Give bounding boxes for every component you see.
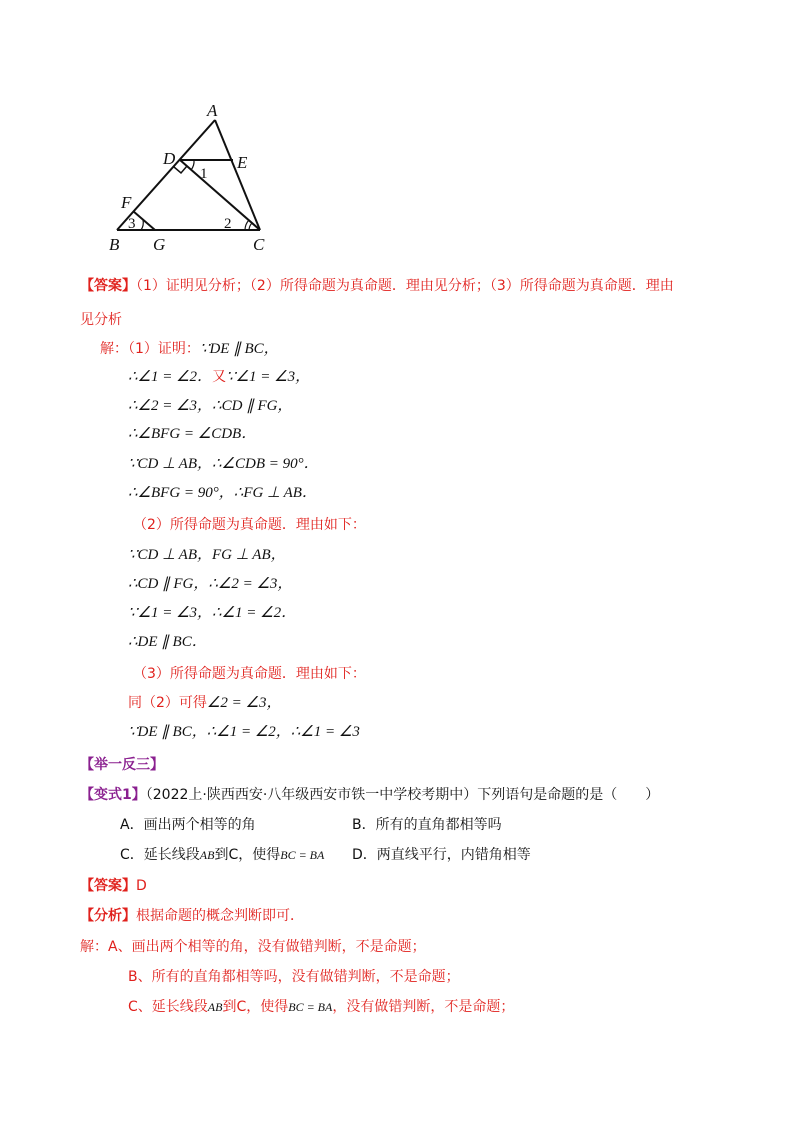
- option-c-pre: C．延长线段: [120, 847, 200, 863]
- solution2-c-mid: 到C，使得: [222, 999, 289, 1015]
- solution-p1-line3: ∴∠2 = ∠3，∴CD ∥ FG，: [128, 398, 293, 414]
- analysis-line: [80, 906, 304, 926]
- angle-arc-2: [249, 223, 252, 230]
- option-c-eq: BC = BA: [280, 848, 325, 862]
- option-b: B．所有的直角都相等吗: [352, 817, 502, 833]
- solution-p3-line2: ∵DE ∥ BC，∴∠1 = ∠2，∴∠1 = ∠3: [128, 724, 360, 740]
- angle-arc-3: [141, 220, 143, 230]
- solution2-c-eq: BC = BA: [288, 1000, 333, 1014]
- solution-p1-line1: [100, 339, 279, 359]
- answer-line-1: [80, 276, 674, 296]
- solution-p1-stmt1: ∵DE ∥ BC，: [199, 341, 279, 357]
- angle-arc-2b: [245, 220, 249, 230]
- option-c-mid: 到C，使得: [214, 847, 281, 863]
- solution-p1-line5: ∵CD ⊥ AB，∴∠CDB = 90°．: [128, 456, 319, 472]
- option-c-ab: AB: [199, 848, 215, 862]
- answer-text-1: （1）证明见分析；（2）所得命题为真命题．理由见分析；（3）所得命题为真命题．理由: [136, 278, 674, 294]
- solution-p2-line3: ∵∠1 = ∠3，∴∠1 = ∠2．: [128, 605, 297, 621]
- segment-ac: [215, 120, 260, 230]
- variant-question: [80, 785, 659, 805]
- angle-label-1: 1: [200, 166, 208, 182]
- solution-p2-line2: ∴CD ∥ FG，∴∠2 = ∠3，: [128, 576, 293, 592]
- label-C: C: [253, 235, 265, 254]
- label-G: G: [153, 235, 166, 254]
- solution2-c-post: ，没有做错判断，不是命题；: [332, 999, 515, 1015]
- solution-p2-line4: ∴DE ∥ BC．: [128, 634, 207, 650]
- variant-question-text: （2022上·陕西西安·八年级西安市铁一中学校考期中）下列语句是命题的是（ ）: [145, 787, 660, 803]
- angle-label-2: 2: [224, 216, 232, 232]
- angle-label-3: 3: [128, 216, 136, 232]
- solution2-c: [128, 997, 514, 1017]
- solution-p1-line6: ∴∠BFG = 90°，∴FG ⊥ AB．: [128, 485, 317, 501]
- option-c: [120, 845, 324, 865]
- segment-fg: [133, 211, 155, 230]
- label-F: F: [121, 193, 132, 212]
- answer2-tag: 【答案】: [80, 878, 136, 894]
- solution2-c-ab: AB: [207, 1000, 223, 1014]
- solution-p1-stmt2c: ∵∠1 = ∠3，: [226, 369, 311, 385]
- solution2-b: B、所有的直角都相等吗，没有做错判断，不是命题；: [128, 969, 460, 985]
- label-A: A: [207, 101, 218, 120]
- solution-p1-you: 又: [212, 369, 227, 385]
- solution2-c-pre: C、延长线段: [128, 999, 208, 1015]
- label-E: E: [237, 153, 248, 172]
- answer2-value: D: [136, 878, 147, 894]
- option-a: A．画出两个相等的角: [120, 817, 256, 833]
- analysis-tag: 【分析】: [80, 908, 136, 924]
- solution-p2-line1: ∵CD ⊥ AB，FG ⊥ AB，: [128, 547, 286, 563]
- answer-line-2: 见分析: [80, 312, 122, 328]
- solution-p1-line4: ∴∠BFG = ∠CDB．: [128, 426, 257, 442]
- geometry-figure: [100, 98, 280, 258]
- segment-dc: [180, 160, 260, 230]
- solution-p1-line2: [128, 367, 310, 387]
- practice-heading: 【举一反三】: [80, 757, 164, 773]
- answer2-line: [80, 876, 147, 896]
- option-d: D．两直线平行，内错角相等: [352, 847, 531, 863]
- variant-tag: 【变式1】: [80, 787, 146, 803]
- answer-tag: 【答案】: [80, 278, 136, 294]
- solution-p3-same: 同（2）可得: [128, 695, 207, 711]
- label-B: B: [109, 235, 120, 254]
- analysis-text: 根据命题的概念判断即可．: [136, 908, 304, 924]
- angle-arc-1: [191, 160, 194, 170]
- solution-p2-head: （2）所得命题为真命题．理由如下：: [133, 517, 366, 533]
- label-D: D: [163, 149, 176, 168]
- solution-p3-head: （3）所得命题为真命题．理由如下：: [133, 666, 366, 682]
- solution-intro: 解：（1）证明：: [100, 341, 200, 357]
- right-angle-mark-d: [174, 166, 187, 173]
- solution-p3-stmt1: ∠2 = ∠3，: [206, 695, 282, 711]
- solution2-a: 解：A、画出两个相等的角，没有做错判断，不是命题；: [80, 939, 426, 955]
- solution-p3-line1: [128, 693, 281, 713]
- solution-p1-stmt2a: ∴∠1 = ∠2．: [128, 369, 213, 385]
